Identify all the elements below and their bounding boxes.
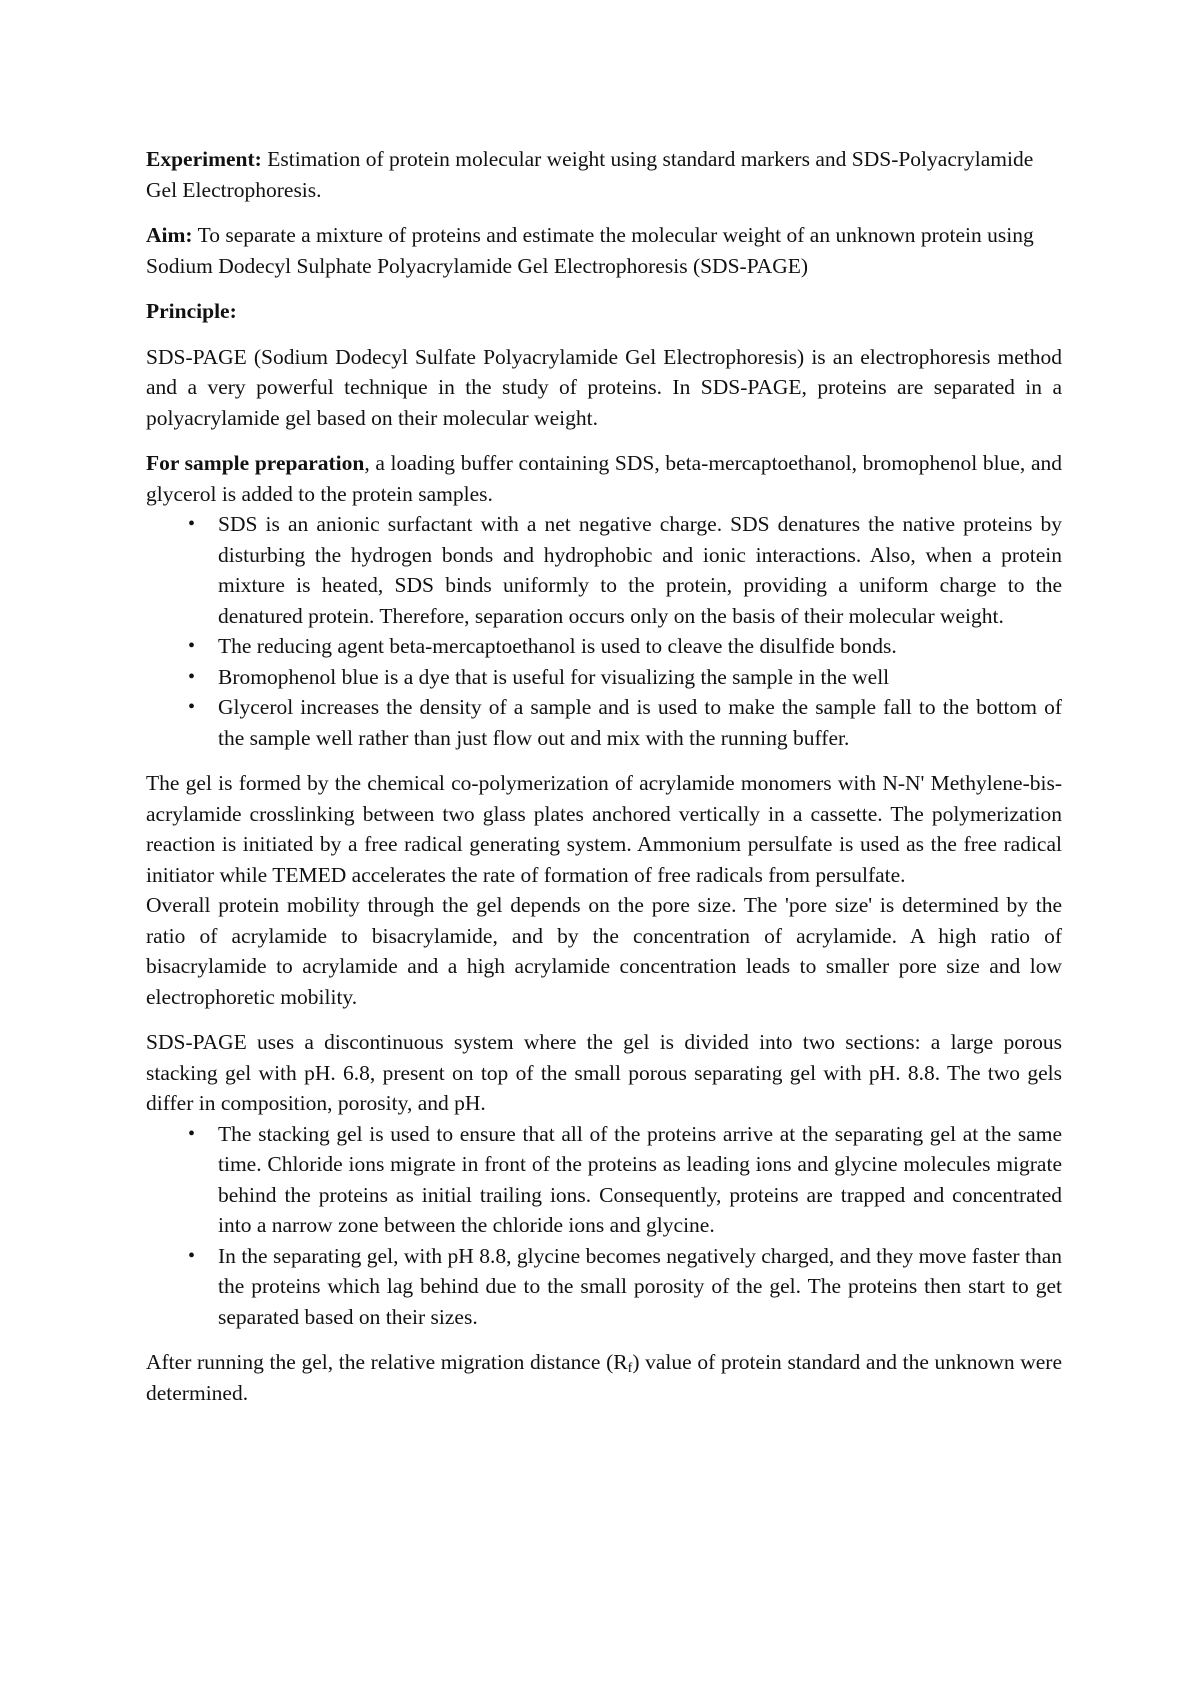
experiment-paragraph bbox=[146, 144, 1062, 205]
experiment-text: Estimation of protein molecular weight using standard markers and SDS-Polyacrylamide Gel Electrophoresis. bbox=[146, 147, 1034, 202]
list-item: • SDS is an anionic surfactant with a net negative charge. SDS denatures the native proteins by disturbing the hydrogen bonds and hydrophobic and ionic interactions. Also, when a protein mixture is heated, SDS binds uniformly to the protein, providing a uniform charge to the denatured protein. Therefore, separation occurs only on the basis of their molecular weight. bbox=[146, 509, 1062, 631]
mobility-paragraph: Overall protein mobility through the gel depends on the pore size. The 'pore size' is determined by the ratio of acrylamide to bisacrylamide, and by the concentration of acrylamide. A high ratio of bisacrylamide to acrylamide and a high acrylamide concentration leads to smaller pore size and low electrophoretic mobility. bbox=[146, 893, 1062, 1009]
aim-text: To separate a mixture of proteins and estimate the molecular weight of an unknown protein using Sodium Dodecyl Sulphate Polyacrylamide Gel Electrophoresis (SDS-PAGE) bbox=[146, 223, 1034, 278]
bullet-icon: • bbox=[188, 635, 196, 657]
bullet-icon: • bbox=[188, 665, 196, 688]
gel-formation-paragraph: The gel is formed by the chemical co-polymerization of acrylamide monomers with N-N' Methylene-bis-acrylamide crosslinking between two glass plates anchored vertically in a cassette. The polymerization reaction is initiated by a free radical generating system. Ammonium persulfate is used as the free radical initiator while TEMED accelerates the rate of formation of free radicals from persulfate. bbox=[146, 771, 1062, 887]
rf-subscript: f bbox=[627, 1361, 633, 1376]
list-item: • The stacking gel is used to ensure that all of the proteins arrive at the separating gel at the same time. Chloride ions migrate in front of the proteins as leading ions and glycine molecules migrate behind the proteins as initial trailing ions. Consequently, proteins are trapped and concentrated into a narrow zone between the chloride ions and glycine. bbox=[146, 1119, 1062, 1241]
principle-heading: Principle: bbox=[146, 299, 237, 323]
document-page bbox=[146, 144, 1062, 1408]
bullet-icon: • bbox=[188, 513, 196, 535]
experiment-label: Experiment: bbox=[146, 147, 262, 171]
list-item: • In the separating gel, with pH 8.8, glycine becomes negatively charged, and they move faster than the proteins which lag behind due to the small porosity of the gel. The proteins then start to get separated based on their sizes. bbox=[146, 1241, 1062, 1333]
sample-prep-label: For sample preparation bbox=[146, 451, 365, 475]
bullet-icon: • bbox=[188, 1244, 196, 1267]
sample-prep-paragraph bbox=[146, 448, 1062, 509]
bullet-icon: • bbox=[188, 1122, 196, 1145]
aim-paragraph bbox=[146, 220, 1062, 281]
bullet-icon: • bbox=[188, 696, 196, 718]
discontinuous-paragraph: SDS-PAGE uses a discontinuous system where the gel is divided into two sections: a large porous stacking gel with pH. 6.8, present on top of the small porous separating gel with pH. 8.8. The two gels differ in composition, porosity, and pH. bbox=[146, 1030, 1062, 1115]
sample-prep-text: , a loading buffer containing SDS, beta-mercaptoethanol, bromophenol blue, and glycerol is added to the protein samples. bbox=[146, 451, 1062, 506]
principle-intro: SDS-PAGE (Sodium Dodecyl Sulfate Polyacrylamide Gel Electrophoresis) is an electrophoresis method and a very powerful technique in the study of proteins. In SDS-PAGE, proteins are separated in a polyacrylamide gel based on their molecular weight. bbox=[146, 344, 1062, 430]
sample-prep-list bbox=[146, 509, 1062, 753]
list-item: • Bromophenol blue is a dye that is useful for visualizing the sample in the well bbox=[146, 662, 1062, 693]
conclusion-paragraph: After running the gel, the relative migration distance $(R_f)$ value of protein standard and the unknown were determined. bbox=[146, 1350, 1062, 1405]
gel-list bbox=[146, 1119, 1062, 1333]
list-item: • Glycerol increases the density of a sample and is used to make the sample fall to the bottom of the sample well rather than just flow out and mix with the running buffer. bbox=[146, 692, 1062, 753]
aim-label: Aim: bbox=[146, 223, 193, 247]
list-item: • The reducing agent beta-mercaptoethanol is used to cleave the disulfide bonds. bbox=[146, 631, 1062, 662]
